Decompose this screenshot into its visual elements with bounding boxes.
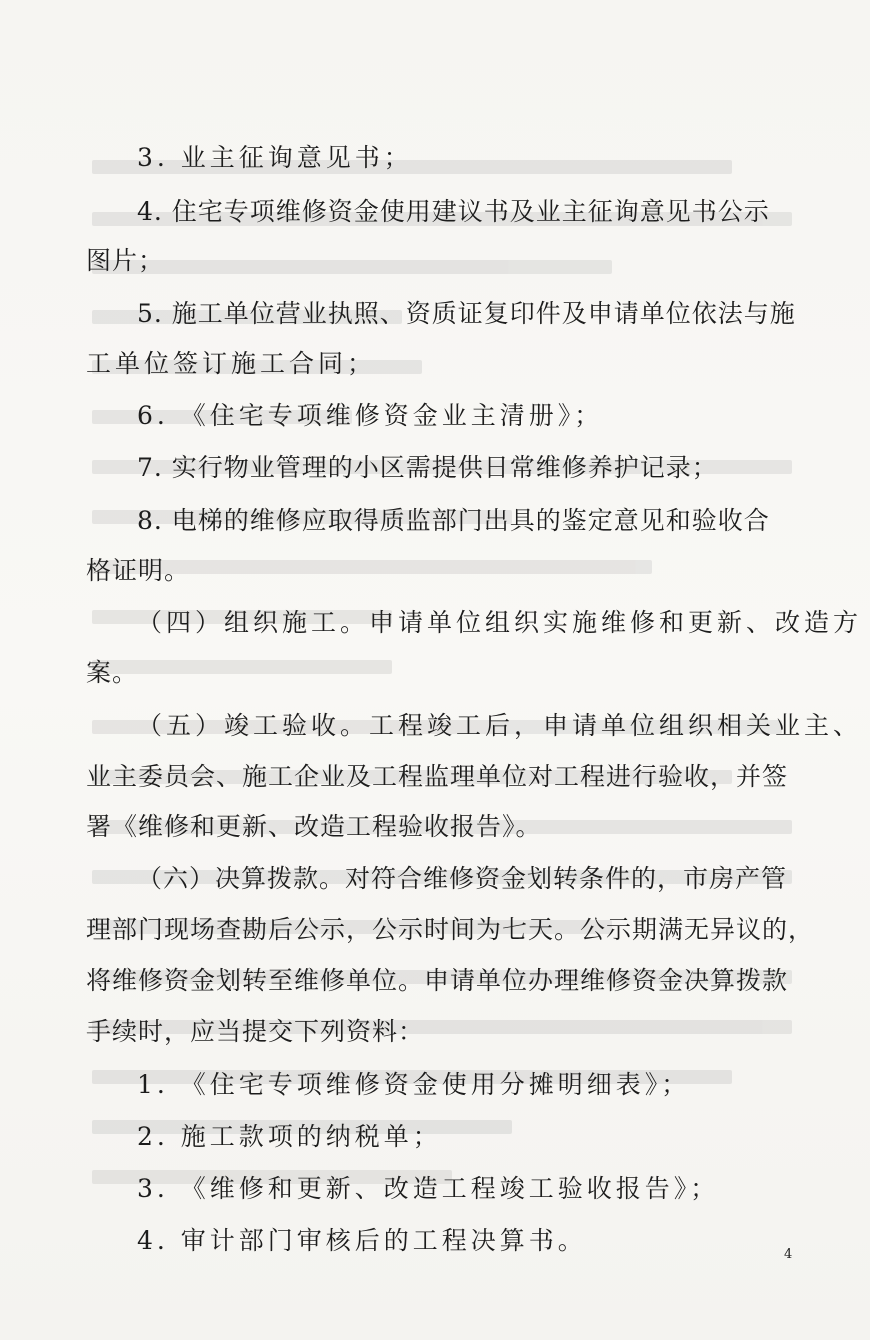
text-line: 6. 《住宅专项维修资金业主清册》； <box>137 401 604 430</box>
text-line: 1. 《住宅专项维修资金使用分摊明细表》； <box>137 1070 691 1099</box>
text-line: 署《维修和更新、改造工程验收报告》。 <box>86 812 542 841</box>
text-line: （五）竣工验收。工程竣工后，申请单位组织相关业主、 <box>137 711 863 740</box>
text-line: 手续时，应当提交下列资料： <box>86 1017 425 1046</box>
text-line: （六）决算拨款。对符合维修资金划转条件的，市房产管 <box>137 864 788 893</box>
text-line: 案。 <box>86 658 139 687</box>
text-line: 5. 施工单位营业执照、资质证复印件及申请单位依法与施 <box>137 299 796 328</box>
page-number: 4 <box>784 1247 793 1262</box>
text-line: 图片； <box>86 246 165 275</box>
text-line: 3. 《维修和更新、改造工程竣工验收报告》； <box>137 1174 720 1203</box>
text-line: 7. 实行物业管理的小区需提供日常维修养护记录； <box>137 453 718 482</box>
text-line: 8. 电梯的维修应取得质监部门出具的鉴定意见和验收合 <box>137 506 770 535</box>
text-line: 3. 业主征询意见书； <box>137 143 413 172</box>
text-line: 4. 审计部门审核后的工程决算书。 <box>137 1226 587 1255</box>
text-line: 理部门现场查勘后公示，公示时间为七天。公示期满无异议的， <box>86 915 815 944</box>
text-line: 将维修资金划转至维修单位。申请单位办理维修资金决算拨款 <box>86 966 789 995</box>
text-line: 工单位签订施工合同； <box>86 349 377 378</box>
text-line: （四）组织施工。申请单位组织实施维修和更新、改造方 <box>137 608 863 637</box>
text-line: 格证明。 <box>86 556 191 585</box>
text-line: 4. 住宅专项维修资金使用建议书及业主征询意见书公示 <box>137 197 770 226</box>
text-line: 业主委员会、施工企业及工程监理单位对工程进行验收，并签 <box>86 762 789 791</box>
text-line: 2. 施工款项的纳税单； <box>137 1122 442 1151</box>
